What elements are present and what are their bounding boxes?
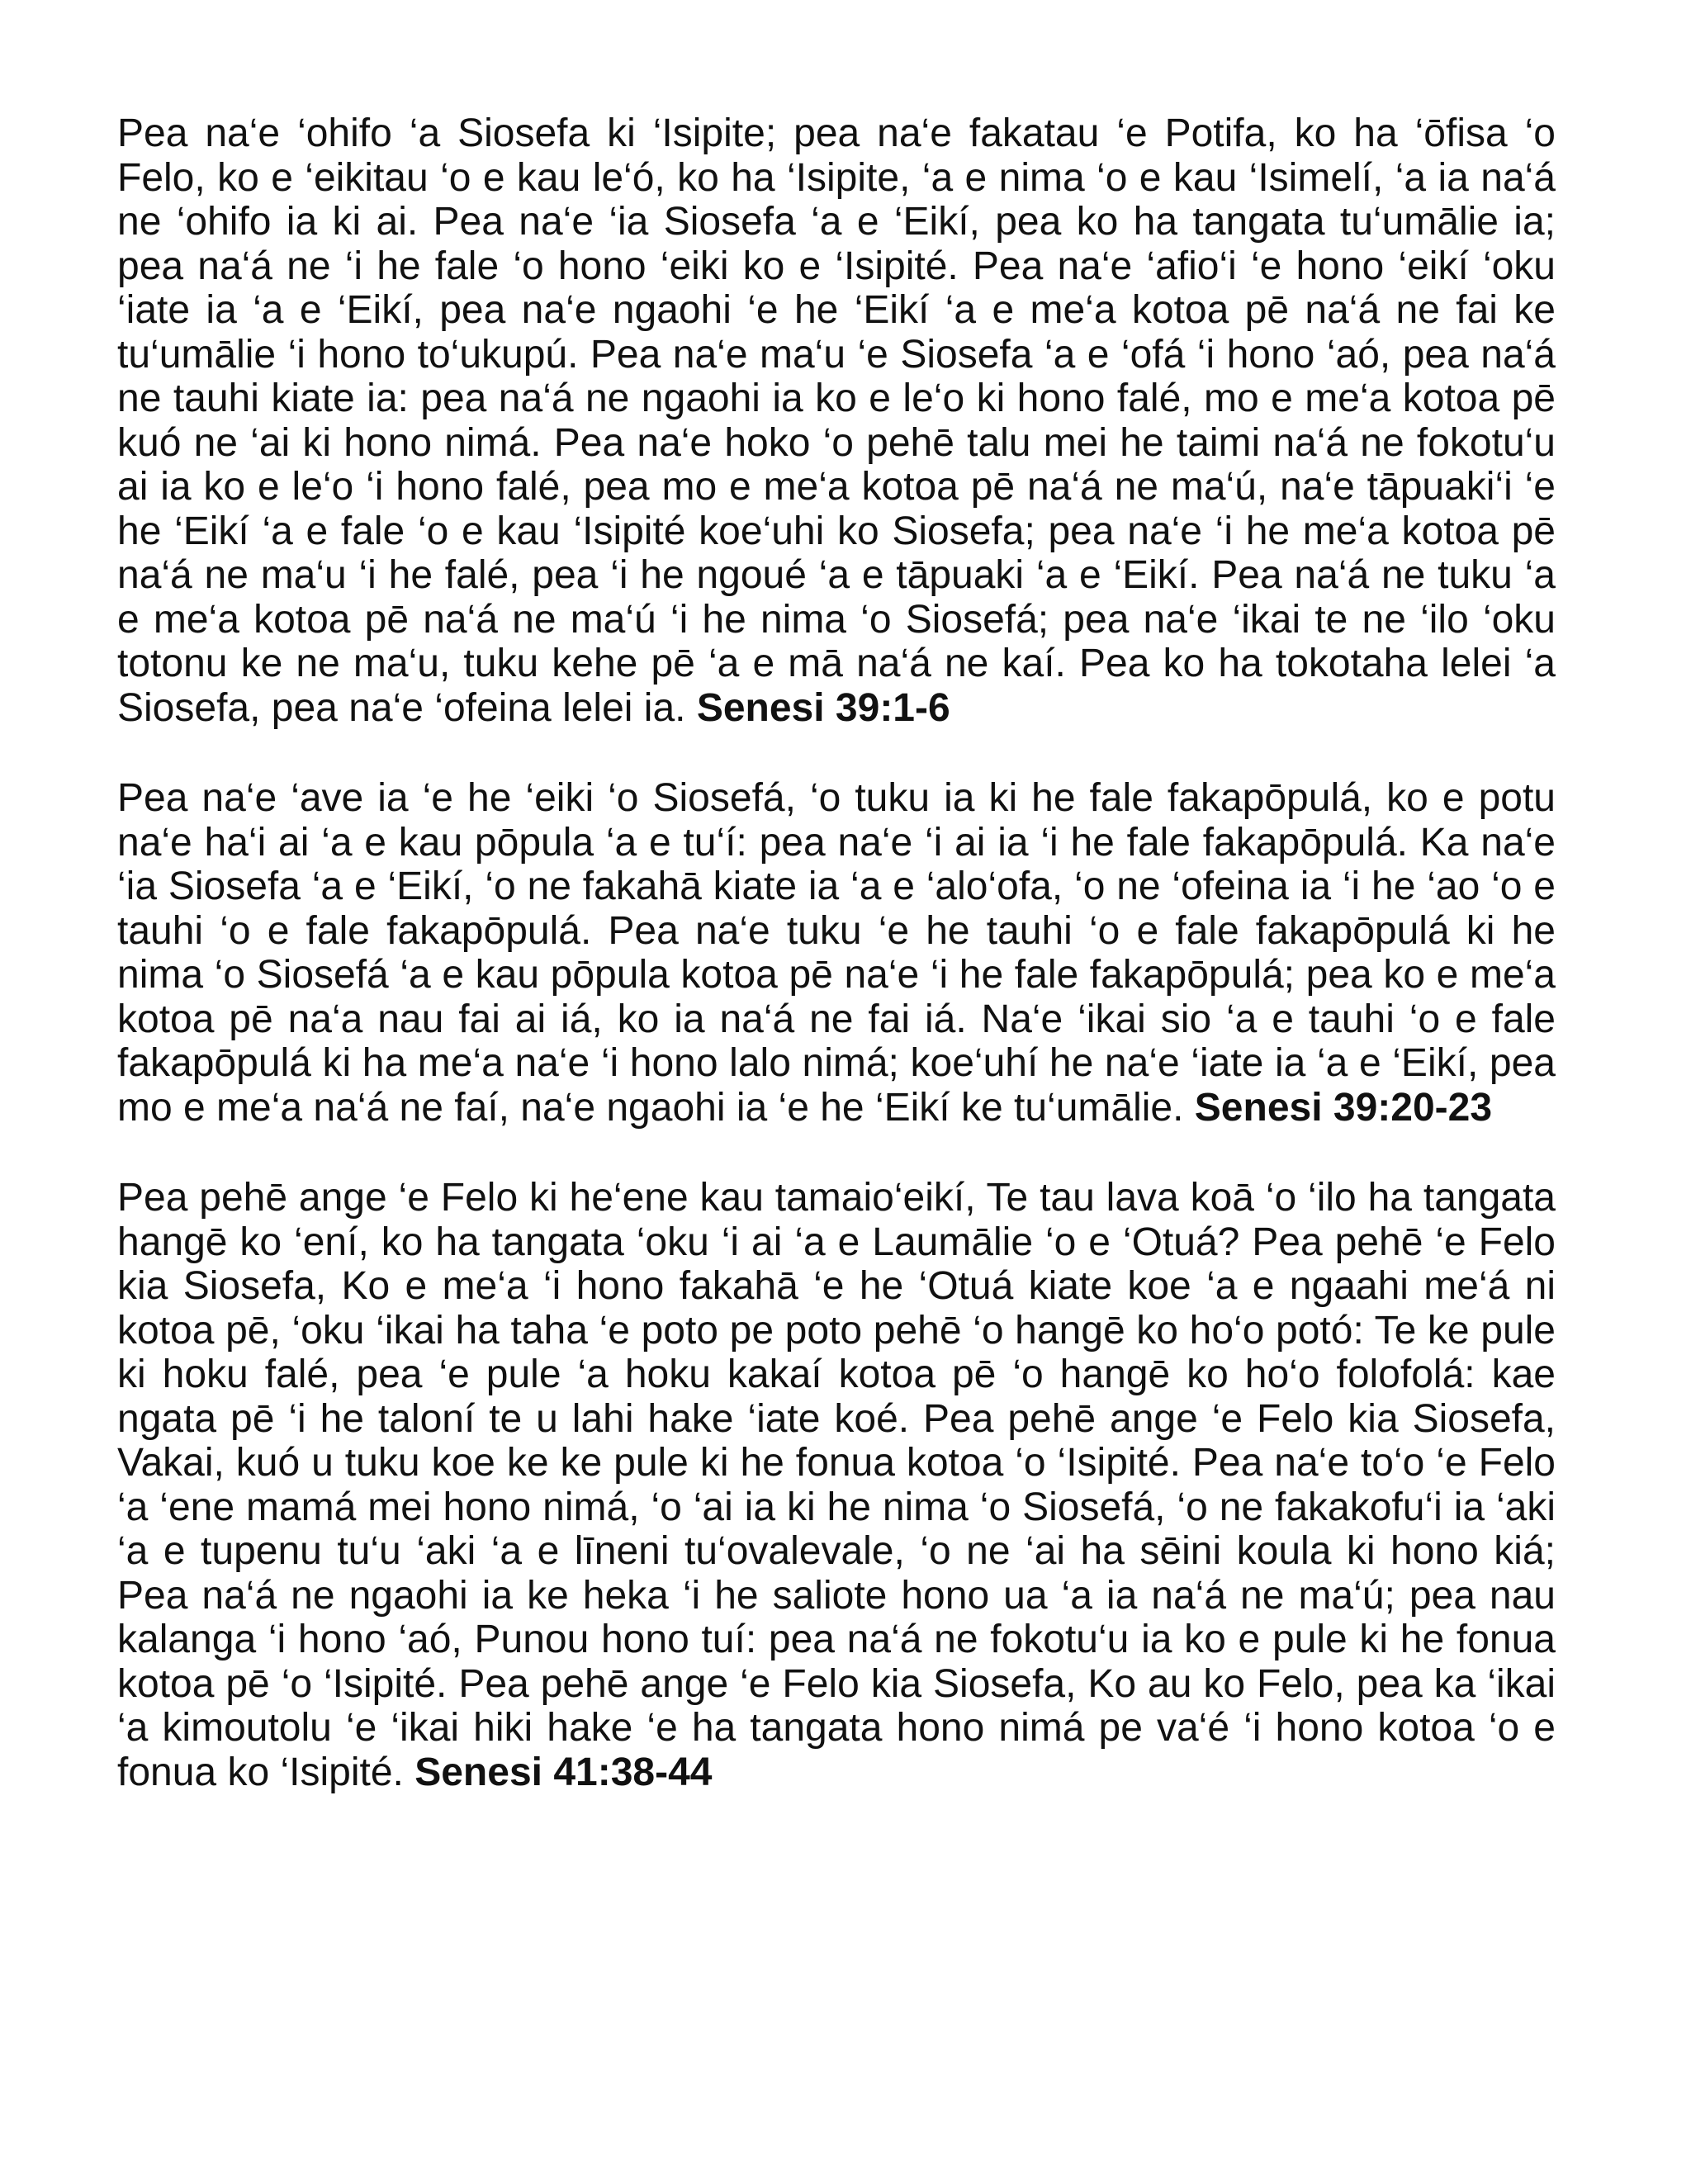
passage-text: Pea na‘e ‘ave ia ‘e he ‘eiki ‘o Siosefá, ‘o tuku ia ki he fale fakapōpulá, ko e potu na‘e ha‘i ai ‘a e kau pōpula ‘a e tu‘í: pea na‘e ‘i ai ia ‘i he fale fakapōpulá. Ka na‘e ‘ia Siosefa ‘a e ‘Eikí, ‘o ne fakahā kiate ia ‘a e ‘alo‘ofa, ‘o ne ‘ofeina ia ‘i he ‘ao ‘o e tauhi ‘o e fale fakapōpulá. Pea na‘e tuku ‘e he tauhi ‘o e fale fakapōpulá ki he nima ‘o Siosefá ‘a e kau pōpula kotoa pē na‘e ‘i he fale fakapōpulá; pea ko e me‘a kotoa pē na‘a nau fai ai iá, ko ia na‘á ne fai iá. Na‘e ‘ikai sio ‘a e tauhi ‘o e fale fakapōpulá ki ha me‘a na‘e ‘i hono lalo nimá; koe‘uhí he na‘e ‘iate ia ‘a e ‘Eikí, pea mo e me‘a na‘á ne faí, na‘e ngaohi ia ‘e he ‘Eikí ke tu‘umālie. xyxy=(117,776,1556,1130)
passage-text: Pea na‘e ‘ohifo ‘a Siosefa ki ‘Isipite; pea na‘e fakatau ‘e Potifa, ko ha ‘ōfisa ‘o Felo, ko e ‘eikitau ‘o e kau le‘ó, ko ha ‘Isipite, ‘a e nima ‘o e kau ‘Isimelí, ‘a ia na‘á ne ‘ohifo ia ki ai. Pea na‘e ‘ia Siosefa ‘a e ‘Eikí, pea ko ha tangata tu‘umālie ia; pea na‘á ne ‘i he fale ‘o hono ‘eiki ko e ‘Isipité. Pea na‘e ‘afio‘i ‘e hono ‘eikí ‘oku ‘iate ia ‘a e ‘Eikí, pea na‘e ngaohi ‘e he ‘Eikí ‘a e me‘a kotoa pē na‘á ne fai ke tu‘umālie ‘i hono to‘ukupú. Pea na‘e ma‘u ‘e Siosefa ‘a e ‘ofá ‘i hono ‘aó, pea na‘á ne tauhi kiate ia: pea na‘á ne ngaohi ia ko e le‘o ki hono falé, mo e me‘a kotoa pē kuó ne ‘ai ki hono nimá. Pea na‘e hoko ‘o pehē talu mei he taimi na‘á ne fokotu‘u ai ia ko e le‘o ‘i hono falé, pea mo e me‘a kotoa pē na‘á ne ma‘ú, na‘e tāpuaki‘i ‘e he ‘Eikí ‘a e fale ‘o e kau ‘Isipité koe‘uhi ko Siosefa; pea na‘e ‘i he me‘a kotoa pē na‘á ne ma‘u ‘i he falé, pea ‘i he ngoué ‘a e tāpuaki ‘a e ‘Eikí. Pea na‘á ne tuku ‘a e me‘a kotoa pē na‘á ne ma‘ú ‘i he nima ‘o Siosefá; pea na‘e ‘ikai te ne ‘ilo ‘oku totonu ke ne ma‘u, tuku kehe pē ‘a e mā na‘á ne kaí. Pea ko ha tokotaha lelei ‘a Siosefa, pea na‘e ‘ofeina lelei ia. xyxy=(117,111,1556,730)
passage-2 xyxy=(117,776,1556,1130)
passage-1 xyxy=(117,111,1556,730)
scripture-page xyxy=(117,111,1556,1841)
scripture-reference: Senesi 39:1-6 xyxy=(696,685,950,730)
scripture-reference: Senesi 39:20-23 xyxy=(1194,1085,1493,1130)
passage-3 xyxy=(117,1176,1556,1794)
passage-text: Pea pehē ange ‘e Felo ki he‘ene kau tamaio‘eikí, Te tau lava koā ‘o ‘ilo ha tangata hangē ko ‘ení, ko ha tangata ‘oku ‘i ai ‘a e Laumālie ‘o e ‘Otuá? Pea pehē ‘e Felo kia Siosefa, Ko e me‘a ‘i hono fakahā ‘e he ‘Otuá kiate koe ‘a e ngaahi me‘á ni kotoa pē, ‘oku ‘ikai ha taha ‘e poto pe poto pehē ‘o hangē ko ho‘o potó: Te ke pule ki hoku falé, pea ‘e pule ‘a hoku kakaí kotoa pē ‘o hangē ko ho‘o folofolá: kae ngata pē ‘i he taloní te u lahi hake ‘iate koé. Pea pehē ange ‘e Felo kia Siosefa, Vakai, kuó u tuku koe ke ke pule ki he fonua kotoa ‘o ‘Isipité. Pea na‘e to‘o ‘e Felo ‘a ‘ene mamá mei hono nimá, ‘o ‘ai ia ki he nima ‘o Siosefá, ‘o ne fakakofu‘i ia ‘aki ‘a e tupenu tu‘u ‘aki ‘a e līneni tu‘ovalevale, ‘o ne ‘ai ha sēini koula ki hono kiá; Pea na‘á ne ngaohi ia ke heka ‘i he saliote hono ua ‘a ia na‘á ne ma‘ú; pea nau kalanga ‘i hono ‘aó, Punou hono tuí: pea na‘á ne fokotu‘u ia ko e pule ki he fonua kotoa pē ‘o ‘Isipité. Pea pehē ange ‘e Felo kia Siosefa, Ko au ko Felo, pea ka ‘ikai ‘a kimoutolu ‘e ‘ikai hiki hake ‘e ha tangata hono nimá pe va‘é ‘i hono kotoa ‘o e fonua ko ‘Isipité. xyxy=(117,1176,1556,1794)
scripture-reference: Senesi 41:38-44 xyxy=(414,1750,713,1794)
